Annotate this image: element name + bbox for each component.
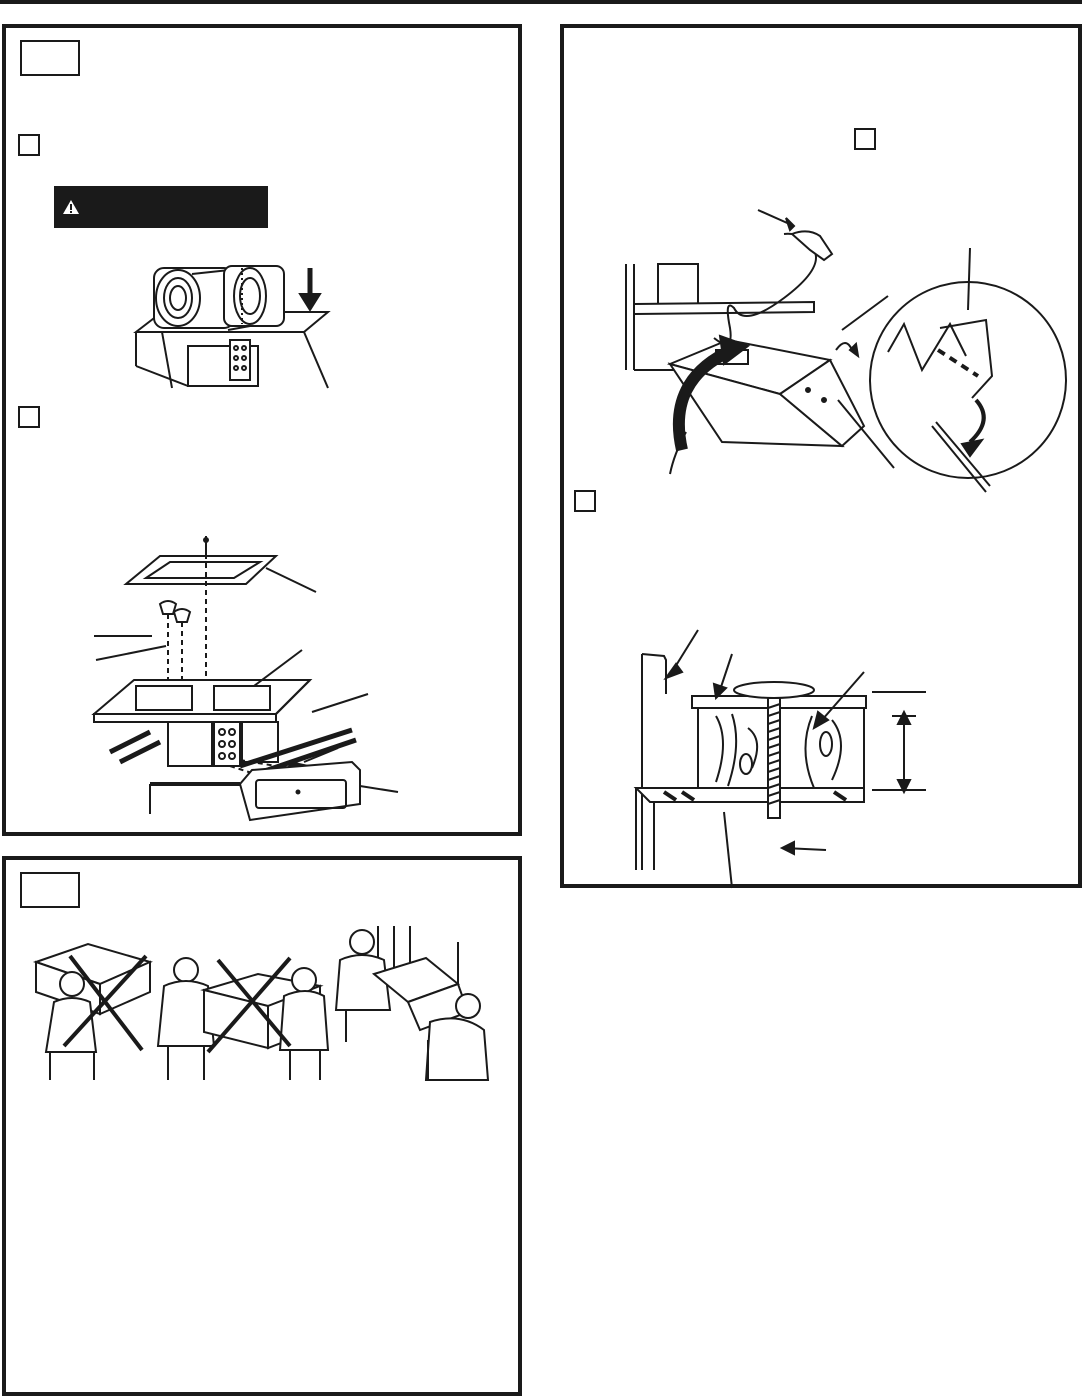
- plate-and-screws-exploded-figure: [90, 534, 410, 824]
- substep-box-1: [18, 134, 40, 156]
- lifting-methods-figure: [28, 922, 488, 1082]
- warning-triangle-icon: [62, 199, 80, 215]
- panel-hang-unit: [560, 24, 1082, 888]
- step-number-box: [20, 872, 80, 908]
- substep-box-1: [854, 128, 876, 150]
- substep-box-2: [18, 406, 40, 428]
- panel-motor-install: [2, 24, 522, 836]
- page-top-rule: [0, 0, 1082, 4]
- two-people-side-lift: [158, 958, 328, 1080]
- hang-unit-on-wall-plate-figure: [598, 200, 1028, 510]
- bolt-through-cabinet-figure: [636, 624, 966, 874]
- substep-box-2: [574, 490, 596, 512]
- step-number-box: [20, 40, 80, 76]
- two-people-correct-lift: [336, 926, 488, 1080]
- panel-lifting: [2, 856, 522, 1396]
- warning-banner: [54, 186, 268, 228]
- blower-motor-figure: [132, 248, 332, 388]
